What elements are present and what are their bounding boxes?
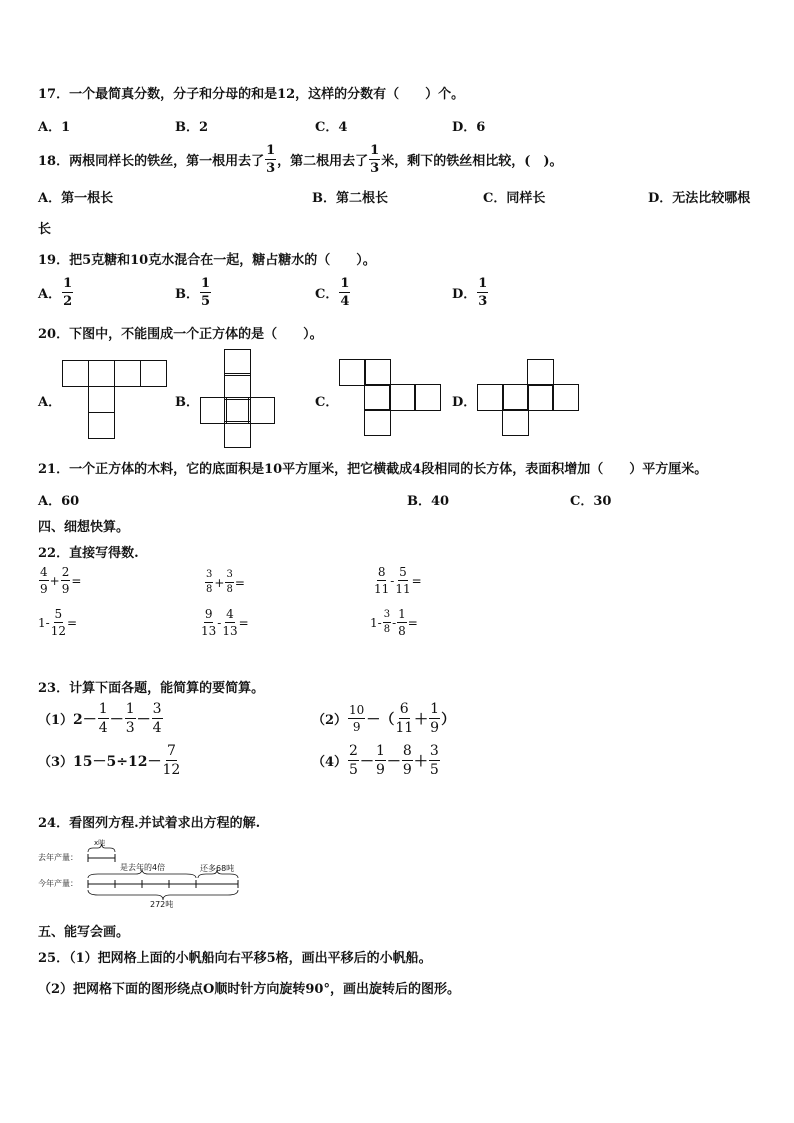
- q22-expression-3: [373, 566, 422, 595]
- q22-expression-1: [38, 566, 81, 595]
- fraction: [125, 702, 136, 735]
- total-label: 272吨: [150, 900, 174, 909]
- denominator: 8: [206, 584, 213, 595]
- prefix: 15－5÷12－: [73, 753, 162, 770]
- denominator: 4: [98, 720, 108, 736]
- segment-diagram-svg: [38, 838, 258, 910]
- q17-option-d: D．6: [452, 120, 486, 135]
- q17-stem: 17．一个最简真分数，分子和分母的和是12，这样的分数有（ ）个。: [38, 87, 465, 102]
- fraction: [397, 608, 407, 637]
- q22-expression-4: [38, 608, 77, 637]
- denominator: 13: [222, 624, 238, 638]
- close-paren: ）: [441, 711, 456, 728]
- q17-option-a: A．1: [38, 120, 71, 135]
- x-ton-label: x吨: [94, 839, 106, 847]
- fraction: [402, 744, 413, 777]
- q18-stem-part-b: ，第二根用去了: [277, 154, 369, 169]
- numerator: 3: [205, 570, 213, 583]
- numerator: 2: [349, 743, 358, 759]
- fraction: [375, 744, 386, 777]
- numerator: 1: [340, 276, 350, 291]
- numerator: 3: [152, 701, 162, 717]
- denominator: 4: [340, 294, 350, 309]
- operator: +: [214, 575, 225, 590]
- equals: =: [71, 573, 82, 588]
- q19-option-b: [175, 277, 212, 308]
- denominator: 11: [395, 582, 411, 596]
- q19-option-b-fraction: [200, 277, 211, 308]
- operator: -: [392, 615, 397, 630]
- q18-fraction-2-denominator: 3: [370, 161, 380, 176]
- numerator: 10: [349, 703, 365, 717]
- denominator: 9: [375, 762, 385, 778]
- numerator: 1: [63, 276, 73, 291]
- q17-option-c: C．4: [315, 120, 348, 135]
- fraction: [201, 608, 216, 637]
- q19-option-d-label: D．: [452, 287, 477, 302]
- numerator: 6: [399, 701, 409, 717]
- q25-part-1: 25．（1）把网格上面的小帆船向右平移5格，画出平移后的小帆船。: [38, 951, 432, 966]
- q18-option-d-wrap: 长: [38, 222, 52, 237]
- fraction: [98, 702, 109, 735]
- problem-label: （2）: [312, 713, 348, 728]
- numerator: 9: [204, 607, 213, 621]
- q18-option-a: A．第一根长: [38, 191, 114, 206]
- q17-option-b: B．2: [175, 120, 209, 135]
- equals: =: [407, 615, 418, 630]
- fraction: [225, 570, 233, 595]
- q23-stem: 23．计算下面各题，能简算的要简算。: [38, 681, 265, 696]
- cube-net-d: [477, 359, 581, 439]
- q19-option-d-fraction: [477, 277, 488, 308]
- q22-expression-6: [370, 608, 418, 637]
- q20-label-a: A．: [38, 395, 62, 410]
- fraction: [429, 702, 440, 735]
- denominator: 8: [226, 584, 233, 595]
- denominator: 3: [125, 720, 135, 736]
- denominator: 12: [162, 762, 181, 778]
- fraction: [152, 702, 163, 735]
- fraction: [222, 608, 237, 637]
- denominator: 11: [395, 720, 414, 736]
- q24-stem: 24．看图列方程.并试着求出方程的解.: [38, 816, 261, 831]
- q20-stem: 20．下图中，不能围成一个正方体的是（ ）。: [38, 327, 323, 342]
- q18-fraction-1-denominator: 3: [266, 161, 276, 176]
- numerator: 1: [430, 701, 440, 717]
- problem-label: （1）: [38, 713, 74, 728]
- numerator: 8: [377, 565, 386, 579]
- numerator: 5: [54, 607, 63, 621]
- operator: -: [390, 573, 395, 588]
- q18-option-b: B．第二根长: [312, 191, 388, 206]
- denominator: 9: [352, 720, 361, 734]
- fraction: [39, 566, 49, 595]
- q22-expression-5: [200, 608, 249, 637]
- numerator: 4: [40, 565, 48, 579]
- denominator: 12: [50, 624, 66, 638]
- fraction: [374, 566, 389, 595]
- fraction: [61, 566, 71, 595]
- cube-net-b: [200, 349, 280, 449]
- numerator: 3: [429, 743, 439, 759]
- q22-stem: 22．直接写得数.: [38, 546, 139, 561]
- operator: －（: [366, 711, 395, 728]
- q19-option-a-fraction: [62, 277, 73, 308]
- numerator: 1: [201, 276, 211, 291]
- q18-fraction-2-numerator: 1: [370, 143, 380, 158]
- denominator: 5: [201, 294, 211, 309]
- denominator: 5: [429, 762, 439, 778]
- denominator: 11: [374, 582, 390, 596]
- times-label: 是去年的4倍: [120, 863, 166, 872]
- equals: =: [411, 573, 422, 588]
- fraction: [348, 744, 359, 777]
- prefix: 2－: [73, 711, 97, 728]
- denominator: 8: [383, 624, 391, 635]
- q19-option-a-label: A．: [38, 287, 62, 302]
- denominator: 9: [40, 582, 48, 596]
- q19-option-c-fraction: [339, 277, 350, 308]
- numerator: 8: [402, 743, 412, 759]
- numerator: 4: [226, 607, 234, 621]
- q21-option-a: A．60: [38, 494, 80, 509]
- q23-problem-1: [38, 702, 164, 735]
- numerator: 3: [225, 570, 233, 583]
- operator: -: [217, 615, 222, 630]
- q24-line-diagram: [38, 838, 258, 910]
- problem-label: （3）: [38, 755, 74, 770]
- fraction: [395, 702, 413, 735]
- prefix: 1-: [38, 615, 50, 630]
- fraction: [51, 608, 66, 637]
- q19-option-a: [38, 277, 74, 308]
- cube-net-a: [62, 360, 172, 438]
- denominator: 8: [398, 624, 406, 638]
- fraction: [348, 704, 365, 733]
- q18-stem: [38, 144, 563, 175]
- numerator: 1: [478, 276, 488, 291]
- q18-option-c: C．同样长: [483, 191, 546, 206]
- q23-problem-4: [312, 744, 441, 777]
- q19-option-c-label: C．: [315, 287, 339, 302]
- more-label: 还多68吨: [200, 864, 235, 873]
- q23-problem-3: [38, 744, 181, 777]
- q25-part-2: （2）把网格下面的图形绕点O顺时针方向旋转90°，画出旋转后的图形。: [38, 982, 460, 997]
- q21-option-c: C．30: [570, 494, 612, 509]
- numerator: 1: [375, 743, 385, 759]
- denominator: 9: [430, 720, 440, 736]
- fraction: [383, 610, 391, 635]
- denominator: 9: [61, 582, 70, 596]
- q18-option-d: D．无法比较哪根: [648, 191, 751, 206]
- numerator: 1: [398, 607, 406, 621]
- problem-label: （4）: [312, 755, 348, 770]
- numerator: 1: [125, 701, 135, 717]
- q23-problem-2: [312, 702, 455, 735]
- operator: －: [109, 711, 124, 728]
- fraction: [429, 744, 440, 777]
- q18-stem-part-c: 米，剩下的铁丝相比较，( )。: [381, 154, 563, 169]
- q18-stem-part-a: 18．两根同样长的铁丝，第一根用去了: [38, 154, 265, 169]
- denominator: 9: [402, 762, 412, 778]
- prefix: 1-: [370, 615, 382, 630]
- q18-fraction-1-numerator: 1: [266, 143, 276, 158]
- q20-label-d: D．: [452, 395, 477, 410]
- operator: －: [386, 753, 401, 770]
- denominator: 4: [152, 720, 162, 736]
- q18-fraction-2: [369, 144, 380, 175]
- this-year-label: 今年产量：: [38, 879, 78, 888]
- numerator: 1: [98, 701, 108, 717]
- operator: －: [359, 753, 374, 770]
- last-year-label: 去年产量：: [38, 853, 78, 862]
- cube-net-c: [339, 359, 443, 439]
- section-4-heading: 四、细想快算。: [38, 520, 130, 535]
- numerator: 5: [399, 565, 407, 579]
- operator: －: [136, 711, 151, 728]
- denominator: 13: [201, 624, 217, 638]
- q20-label-c: C．: [315, 395, 339, 410]
- q19-option-c: [315, 277, 351, 308]
- denominator: 5: [349, 762, 358, 778]
- q19-option-d: [452, 277, 489, 308]
- numerator: 7: [166, 743, 176, 759]
- equals: =: [234, 575, 245, 590]
- q19-option-b-label: B．: [175, 287, 199, 302]
- numerator: 3: [383, 610, 391, 623]
- q22-expression-2: [204, 570, 245, 595]
- q21-stem: 21．一个正方体的木料，它的底面积是10平方厘米，把它横截成4段相同的长方体，表面积增加（ ）平方厘米。: [38, 462, 708, 477]
- operator: ＋: [414, 711, 429, 728]
- q18-fraction-1: [265, 144, 276, 175]
- fraction: [162, 744, 180, 777]
- denominator: 3: [478, 294, 488, 309]
- section-5-heading: 五、能写会画。: [38, 925, 130, 940]
- operator: +: [49, 573, 60, 588]
- fraction: [205, 570, 213, 595]
- equals: =: [66, 615, 78, 630]
- q20-label-b: B．: [175, 395, 199, 410]
- fraction: [395, 566, 410, 595]
- operator: ＋: [413, 753, 428, 770]
- q19-stem: 19．把5克糖和10克水混合在一起，糖占糖水的（ ）。: [38, 253, 376, 268]
- numerator: 2: [61, 565, 70, 579]
- denominator: 2: [63, 294, 73, 309]
- equals: =: [238, 615, 249, 630]
- q21-option-b: B．40: [407, 494, 450, 509]
